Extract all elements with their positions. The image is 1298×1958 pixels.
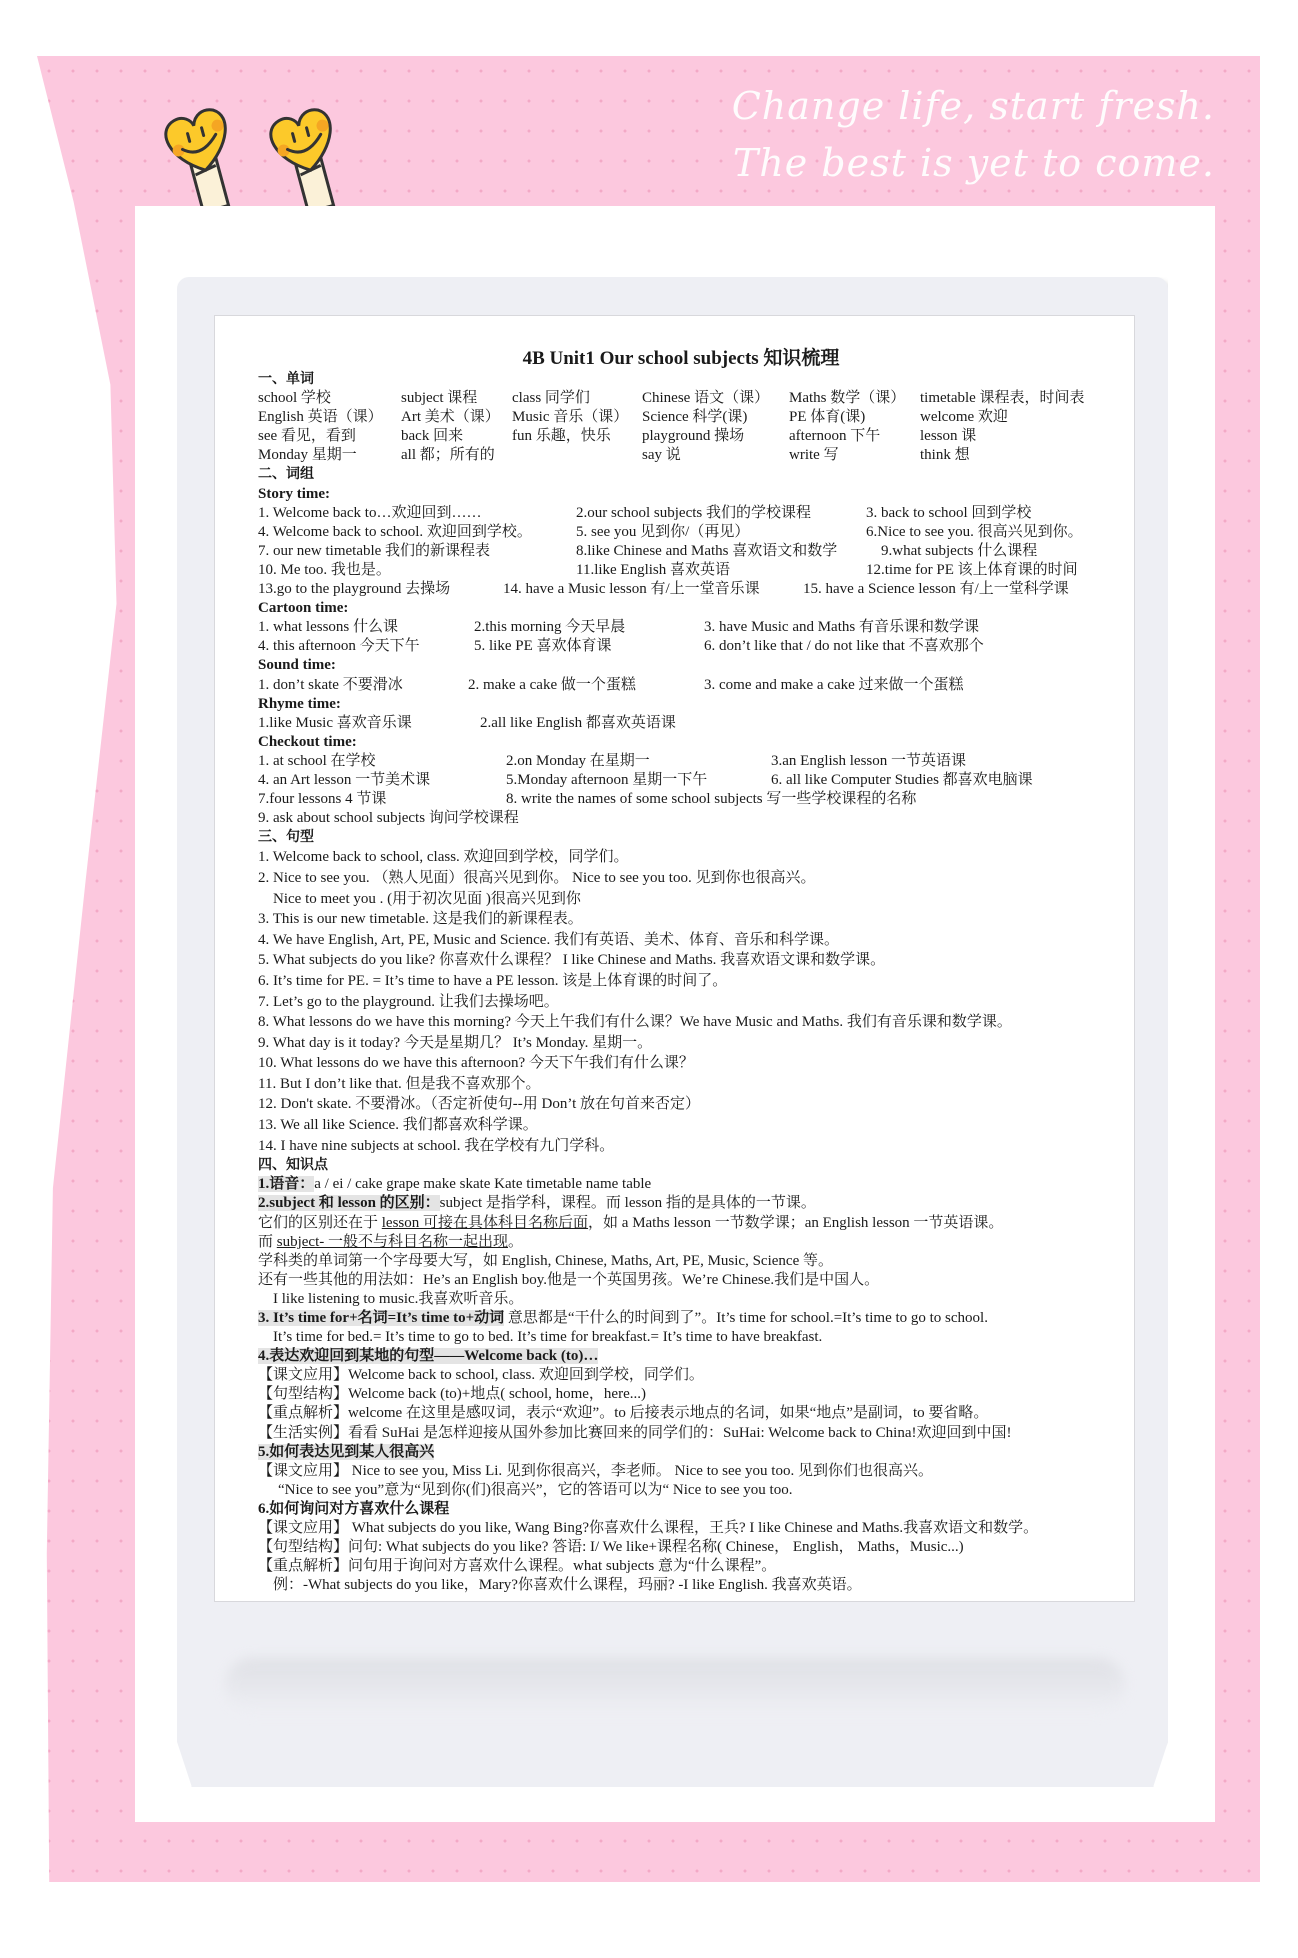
- phrase-row: [258, 504, 1114, 523]
- phrase: 2.on Monday 在星期一: [506, 752, 650, 769]
- phrase: 1. Welcome back to…欢迎回到……: [258, 504, 482, 521]
- point-label: 5.如何表达见到某人很高兴: [258, 1443, 435, 1460]
- phrase: 11.like English 喜欢英语: [576, 561, 731, 578]
- vocab-item: write 写: [789, 447, 839, 464]
- phrase: 3. back to school 回到学校: [866, 504, 1032, 521]
- vocab-item: afternoon 下午: [789, 428, 881, 445]
- phrase: 5.Monday afternoon 星期一下午: [506, 771, 708, 788]
- point-line: [258, 1233, 1114, 1252]
- phrase-row: [258, 580, 1114, 599]
- sentence: 12. Don't skate. 不要滑冰。（否定祈使句--用 Don’t 放在句首来否定）: [258, 1096, 700, 1113]
- point-line: 【课文应用】 Nice to see you, Miss Li. 见到你很高兴，李老师。 Nice to see you too. 见到你们也很高兴。: [258, 1462, 933, 1479]
- slogan: [725, 78, 1215, 192]
- phrase-row: [258, 637, 1114, 656]
- point-text: a / ei / cake grape make skate Kate timetable name table: [314, 1176, 652, 1193]
- subheading-story-time: Story time:: [258, 485, 331, 502]
- point-line: 【句型结构】Welcome back (to)+地点( school, home，here...): [258, 1386, 646, 1403]
- vocab-item: Art 美术（课）: [401, 409, 500, 426]
- phrase: 13.go to the playground 去操场: [258, 581, 451, 598]
- phrase: 9.what subjects 什么课程: [881, 542, 1038, 559]
- sentence: 4. We have English, Art, PE, Music and Science. 我们有英语、美术、体育、音乐和科学课。: [258, 931, 839, 948]
- phrase: 14. have a Music lesson 有/上一堂音乐课: [503, 581, 760, 598]
- vocab-item: [512, 446, 642, 465]
- phrase: 12.time for PE 该上体育课的时间: [866, 561, 1078, 578]
- phrase: 4. Welcome back to school. 欢迎回到学校。: [258, 523, 532, 540]
- phrase: 6. don’t like that / do not like that 不喜欢那个: [704, 638, 984, 655]
- phrase-row: [258, 618, 1114, 637]
- sentence: 14. I have nine subjects at school. 我在学校有九门学科。: [258, 1137, 615, 1154]
- phrase: 6.Nice to see you. 很高兴见到你。: [866, 523, 1083, 540]
- sentence-list: [258, 847, 1114, 1156]
- vocab-item: Chinese 语文（课）: [642, 390, 770, 407]
- document-page: [214, 315, 1135, 1602]
- sentence: Nice to meet you . (用于初次见面 )很高兴见到你: [273, 890, 581, 907]
- sentence: 11. But I don’t like that. 但是我不喜欢那个。: [258, 1075, 541, 1092]
- vocab-item: all 都；所有的: [401, 447, 495, 464]
- sentence: 13. We all like Science. 我们都喜欢科学课。: [258, 1117, 538, 1134]
- sentence: 2. Nice to see you. （熟人见面）很高兴见到你。 Nice to see you too. 见到你也很高兴。: [258, 869, 816, 886]
- phrase: 5. like PE 喜欢体育课: [474, 638, 612, 655]
- phrase-row: [258, 561, 1114, 580]
- text: 它们的区别还在于: [258, 1214, 382, 1231]
- subheading-checkout-time: Checkout time:: [258, 733, 357, 750]
- point-line: 【课文应用】Welcome back to school, class. 欢迎回到学校，同学们。: [258, 1367, 704, 1384]
- vocab-item: PE 体育(课): [789, 409, 866, 426]
- text: 。: [508, 1233, 524, 1250]
- phrase: 3.an English lesson 一节英语课: [771, 752, 966, 769]
- phrase: 10. Me too. 我也是。: [258, 561, 391, 578]
- phrase-row: [258, 790, 1114, 809]
- phrase: 1. don’t skate 不要滑冰: [258, 676, 403, 693]
- phrase-row: [258, 676, 1114, 695]
- phrase: 4. this afternoon 今天下午: [258, 638, 420, 655]
- section-heading-phrases: 二、词组: [258, 466, 314, 483]
- vocab-item: timetable 课程表，时间表: [920, 390, 1085, 407]
- phrase: 6. all like Computer Studies 都喜欢电脑课: [771, 771, 1033, 788]
- point-text: 意思都是“干什么的时间到了”。It’s time for school.=It’s time to go to school.: [504, 1310, 988, 1326]
- point-nice-to-see: [258, 1443, 1114, 1462]
- section-heading-sentences: 三、句型: [258, 829, 314, 846]
- phrase-row: [258, 542, 1114, 561]
- phrase-row: [258, 714, 1114, 733]
- sentence: 6. It’s time for PE. = It’s time to have a PE lesson. 该是上体育课的时间了。: [258, 972, 728, 989]
- phrase: 2.all like English 都喜欢英语课: [480, 714, 676, 731]
- sentence: 8. What lessons do we have this morning? 今天上午我们有什么课？We have Music and Maths. 我们有音乐课和数学课。: [258, 1014, 1012, 1031]
- vocab-item: Music 音乐（课）: [512, 409, 629, 426]
- sentence: 3. This is our new timetable. 这是我们的新课程表。: [258, 911, 583, 928]
- card-shadow: [225, 1658, 1125, 1713]
- vocab-item: English 英语（课）: [258, 409, 383, 426]
- phrase: 9. ask about school subjects 询问学校课程: [258, 810, 519, 827]
- vocab-item: think 想: [920, 447, 970, 464]
- phrase-row: [258, 523, 1114, 542]
- phrase: 7.four lessons 4 节课: [258, 791, 387, 808]
- phrase: 2. make a cake 做一个蛋糕: [468, 676, 636, 693]
- vocab-row: [258, 408, 1114, 427]
- phrase: 1.like Music 喜欢音乐课: [258, 714, 412, 731]
- vocab-item: school 学校: [258, 390, 331, 407]
- phrase-row: [258, 752, 1114, 771]
- phrase: 15. have a Science lesson 有/上一堂科学课: [803, 581, 1069, 598]
- point-label: 1.语音：: [258, 1176, 315, 1193]
- story-phrases: [258, 504, 1114, 599]
- document-title: 4B Unit1 Our school subjects 知识梳理: [522, 348, 840, 369]
- point-line: 还有一些其他的用法如：He’s an English boy.他是一个英国男孩。We’re Chinese.我们是中国人。: [258, 1271, 880, 1288]
- phrase-row: [258, 771, 1114, 790]
- slogan-line-1: Change life, start fresh.: [731, 84, 1215, 128]
- phrase: 8.like Chinese and Maths 喜欢语文和数学: [576, 542, 838, 559]
- point-line: 【重点解析】welcome 在这里是感叹词，表示“欢迎”。to 后接表示地点的名词，如果“地点”是副词，to 要省略。: [258, 1405, 989, 1422]
- point-line: 【重点解析】问句用于询问对方喜欢什么课程。what subjects 意为“什么课程”。: [258, 1558, 777, 1575]
- subheading-cartoon-time: Cartoon time:: [258, 600, 349, 617]
- sentence: 9. What day is it today? 今天是星期几？ It’s Monday. 星期一。: [258, 1034, 653, 1051]
- point-line: 学科类的单词第一个字母要大写，如 English, Chinese, Maths, Art, PE, Music, Science 等。: [258, 1252, 833, 1269]
- phrase: 1. at school 在学校: [258, 752, 376, 769]
- subheading-sound-time: Sound time:: [258, 657, 336, 674]
- point-welcome-back: [258, 1347, 1114, 1366]
- text: ，如 a Maths lesson 一节数学课；an English lesson 一节英语课。: [588, 1214, 1004, 1231]
- point-line: 例：-What subjects do you like，Mary?你喜欢什么课程，玛丽? -I like English. 我喜欢英语。: [273, 1577, 862, 1594]
- phrase: 8. write the names of some school subjects 写一些学校课程的名称: [506, 791, 917, 808]
- vocab-item: class 同学们: [512, 390, 590, 407]
- vocab-item: Science 科学(课): [642, 409, 748, 426]
- point-its-time: [258, 1309, 1114, 1328]
- point-line: “Nice to see you”意为“见到你(们)很高兴”，它的答语可以为“ Nice to see you too.: [278, 1481, 793, 1498]
- vocab-item: fun 乐趣，快乐: [512, 428, 611, 445]
- vocab-table: [258, 389, 1114, 465]
- slogan-line-2: The best is yet to come.: [732, 141, 1215, 185]
- vocab-item: welcome 欢迎: [920, 409, 1008, 426]
- phrase: 1. what lessons 什么课: [258, 619, 398, 636]
- point-line: 【课文应用】 What subjects do you like, Wang Bing?你喜欢什么课程，王兵? I like Chinese and Maths.我喜欢语文和数学。: [258, 1520, 1039, 1537]
- point-line: [258, 1214, 1114, 1233]
- underlined-text: lesson 可接在具体科目名称后面: [381, 1214, 589, 1231]
- phrase: 3. have Music and Maths 有音乐课和数学课: [704, 619, 979, 636]
- phrase: 5. see you 见到你/（再见）: [576, 523, 750, 540]
- point-label: 3. It’s time for+名词=It’s time to+动词: [258, 1310, 505, 1326]
- vocab-row: [258, 389, 1114, 408]
- point-pronunciation: [258, 1175, 1114, 1194]
- point-line: It’s time for bed.= It’s time to go to bed. It’s time for breakfast.= It’s time to have breakfast.: [273, 1329, 823, 1346]
- phrase: 3. come and make a cake 过来做一个蛋糕: [704, 676, 964, 693]
- vocab-item: Monday 星期一: [258, 447, 357, 464]
- point-label: 2.subject 和 lesson 的区别：: [258, 1195, 440, 1212]
- vocab-item: see 看见，看到: [258, 428, 356, 445]
- vocab-item: Maths 数学（课）: [789, 390, 906, 407]
- vocab-item: say 说: [642, 447, 681, 464]
- vocab-item: subject 课程: [401, 390, 478, 407]
- phrase: 2.this morning 今天早晨: [474, 619, 626, 636]
- vocab-item: lesson 课: [920, 428, 977, 445]
- point-line: 【生活实例】看看 SuHai 是怎样迎接从国外参加比赛回来的同学们的：SuHai: Welcome back to China!欢迎回到中国!: [258, 1424, 1012, 1441]
- point-label: 4.表达欢迎回到某地的句型——Welcome back (to)…: [258, 1348, 599, 1365]
- point-text: subject 是指学科，课程。而 lesson 指的是具体的一节课。: [439, 1195, 816, 1212]
- sentence: 10. What lessons do we have this afternoon? 今天下午我们有什么课？: [258, 1055, 694, 1072]
- point-line: 【句型结构】问句: What subjects do you like? 答语: I/ We like+课程名称( Chinese， English， Maths，Music...): [258, 1539, 964, 1556]
- vocab-item: back 回来: [401, 428, 464, 445]
- smiley-heart-finger-icon: [160, 100, 255, 210]
- section-heading-knowledge-points: 四、知识点: [258, 1157, 328, 1174]
- phrase: 4. an Art lesson 一节美术课: [258, 771, 431, 788]
- vocab-row: [258, 427, 1114, 446]
- phrase: 7. our new timetable 我们的新课程表: [258, 542, 491, 559]
- phrase: 2.our school subjects 我们的学校课程: [576, 504, 811, 521]
- point-line: I like listening to music.我喜欢听音乐。: [273, 1290, 524, 1307]
- sentence: 5. What subjects do you like? 你喜欢什么课程？ I like Chinese and Maths. 我喜欢语文课和数学课。: [258, 952, 886, 969]
- subheading-rhyme-time: Rhyme time:: [258, 695, 341, 712]
- underlined-text: subject- 一般不与科目名称一起出现: [276, 1233, 508, 1250]
- text: 而: [258, 1233, 277, 1250]
- point-subject-vs-lesson: [258, 1194, 1114, 1213]
- vocab-row: [258, 446, 1114, 465]
- sentence: 7. Let’s go to the playground. 让我们去操场吧。: [258, 993, 559, 1010]
- point-what-subjects: [258, 1500, 1114, 1519]
- vocab-item: playground 操场: [642, 428, 745, 445]
- sentence: 1. Welcome back to school, class. 欢迎回到学校，同学们。: [258, 849, 629, 866]
- section-heading-vocab: 一、单词: [258, 371, 314, 387]
- point-label: 6.如何询问对方喜欢什么课程: [258, 1500, 450, 1517]
- smiley-heart-finger-icon: [265, 100, 360, 210]
